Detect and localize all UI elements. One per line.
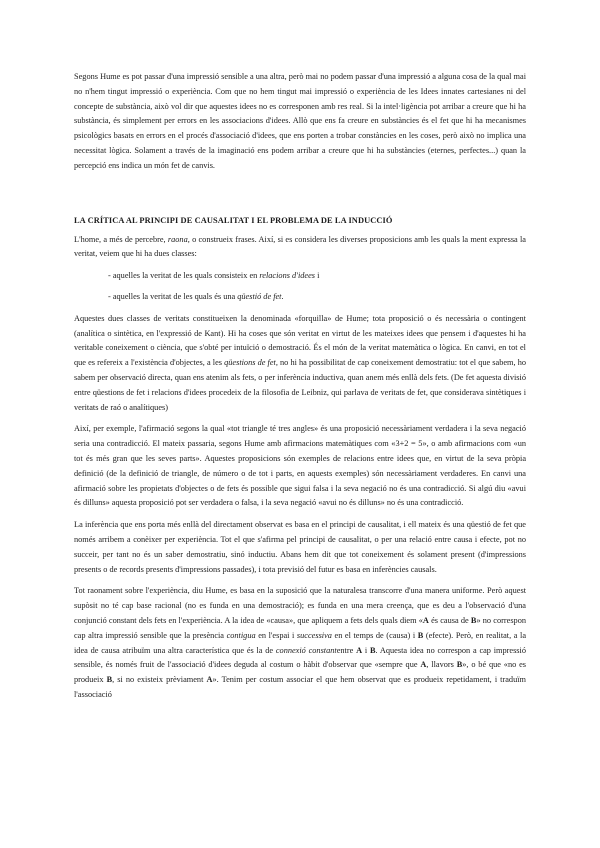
italic-term: connexió constant [275,645,337,655]
text-span: », o bé que «no es produeix [74,660,526,685]
bold-letter: A [422,615,429,625]
text-span: . Aquesta idea no correspon a cap impressió sensible, és només fruit de l'associació d'idees deguda al costum o hàbit d'observar que «sempre que [74,645,526,670]
text-span: i [362,645,370,655]
text-span: Tot raonament sobre l'experiència, diu Hume, es basa en la suposició que la naturalesa transcorre d'una manera uniforme. Però aquest supòsit no té cap base racional (no es funda en una demostració); es funda en una mera creença, que es deu a l'observació d'una conjunció constant dels fets en l'experiència. A la idea de «causa», que apliquem a fets dels quals diem « [74,586,526,625]
text-span: en l'espai i [255,630,297,640]
text-span: , llavors [426,660,457,670]
list-item [108,290,526,305]
text-span: , o construeix frases. Així, si es considera les diverses proposicions amb les quals la ment expressa la veritat, veiem que hi ha dues classes: [74,234,526,259]
text-span: ». Tenim per costum associar el que hem observat que es produeix repetidament, i traduïm l'associació [74,675,526,699]
text-span: i [315,271,320,281]
paragraph-hume-fork [74,312,526,416]
bold-letter: A [420,660,427,670]
text-span: . [281,291,284,301]
italic-term: raona [167,234,188,244]
bold-letter: A [206,675,213,685]
text-span: L'home, a més de percebre, [74,234,168,244]
bold-letter: B [369,645,376,655]
text-span: en el temps de (causa) i [331,630,418,640]
text-span: (efecte). Però, en realitat, a la idea de causa atribuïm una altra característica que és la de [74,630,527,655]
text-span: , si no existeix prèviament [112,675,207,685]
bold-letter: B [470,615,477,625]
bold-letter: B [106,675,113,685]
paragraph-examples: Així, per exemple, l'afirmació segons la qual «tot triangle té tres angles» és una proposició necessàriament verdadera i la seva negació seria una contradicció. El mateix passaria, segons Hume amb afirmacions matemàtiques com «3+2 = 5», o amb afirmacions com «un tot és més gran que les seves parts». Aquestes proposicions són exemples de relacions entre idees que, en virtut de la seva pròpia definició (de la definició de triangle, de número o de tot i parts, en aquests exemples) són necessàriament verdaderes. En canvi una afirmació sobre les propietats d'objectes o de fets és possible que sigui falsa i la seva negació no és una contradicció. Si algú diu «avui és dilluns» aquesta proposició pot ser verdadera o falsa, i la seva negació «avui no és dilluns» no és una contradicció. [74,424,526,508]
section-heading: LA CRÍTICA AL PRINCIPI DE CAUSALITAT I EL PROBLEMA DE LA INDUCCIÓ [74,215,393,225]
text-span: » no correspon cap altra impressió sensible que la presència [74,615,526,640]
bold-letter: A [356,645,363,655]
text-span: , no hi ha possibilitat de cap coneixement demostratiu: tot el que sabem, ho sabem per observació directa, quan ens atenim als fets, o per inferència inductiva, quan anem més enllà dels fets. (De fet aquesta divisió entre qüestions de fet i relacions d'idees procedeix de la filosofia de Leibniz, qui parlava de veritats de fet, que considerava sintètiques i veritats de raó o analítiques) [74,358,526,412]
bold-letter: B [456,660,463,670]
italic-term: contigua [226,630,256,640]
paragraph-causal-inference: La inferència que ens porta més enllà del directament observat es basa en el principi de causalitat, i ell mateix és una qüestió de fet que només arribem a conèixer per experiència. Tot el que s'afirma pel principi de causalitat, o per una relació entre causa i efecte, pot no succeir, per tant no és un saber demostratiu, sinó inductiu. Abans hem dit que tot coneixement és solament present (d'impressions presents o de records presents d'impressions passades), i tota previsió del futur es basa en inferències causals. [74,520,526,574]
text-span: - aquelles la veritat de les quals és una [108,291,238,301]
italic-term: qüestió de fet [237,291,282,301]
paragraph-uniformity-of-nature [74,584,526,702]
italic-term: qüestions de fet [224,358,276,368]
italic-term: successiva [296,630,332,640]
italic-term: relacions d'idees [259,271,315,281]
text-span: entre [336,645,357,655]
list-item [108,269,526,284]
bold-letter: B [417,630,424,640]
text-span: - aquelles la veritat de les quals consisteix en [108,271,260,281]
text-span: Aquestes dues classes de veritats constitueixen la denominada «forquilla» de Hume; tota proposició o és necessària o contingent (analítica o sintètica, en l'expressió de Kant). Hi ha coses que són veritat en virtut de les mateixes idees que pensem i d'aquestes hi ha veritable coneixement o ciència, que s'obté per intuïció o demostració. És el món de la veritat matemàtica o lògica. En canvi, en tot el que es refereix a l'existència d'objectes, a les [74,313,526,368]
paragraph-propositions-intro [74,233,526,263]
paragraph-substance-critique: Segons Hume es pot passar d'una impressió sensible a una altra, però mai no podem passar d'una impressió a alguna cosa de la qual mai no n'hem tingut impressió o experiència. Com que no hem tingut mai impressió o experiència de les Idees innates cartesianes ni del concepte de substància, això vol dir que aquestes idees no es corresponen amb res real. Si la intel·ligència pot arribar a creure que hi ha substància, és simplement per errors en les associacions d'idees. Allò que ens fa creure en substàncies és el fet que hi ha mecanismes psicològics basats en errors en el procés d'associació d'idees, que ens porten a trobar constàncies en les coses, però això no implica una necessitat lògica. Solament a través de la imaginació ens podem arribar a creure que hi ha substàncies (eternes, perfectes...) quan la percepció ens indica un món fet de canvis. [74,72,526,170]
text-span: és causa de [428,615,471,625]
proposition-classes-list [74,269,526,305]
